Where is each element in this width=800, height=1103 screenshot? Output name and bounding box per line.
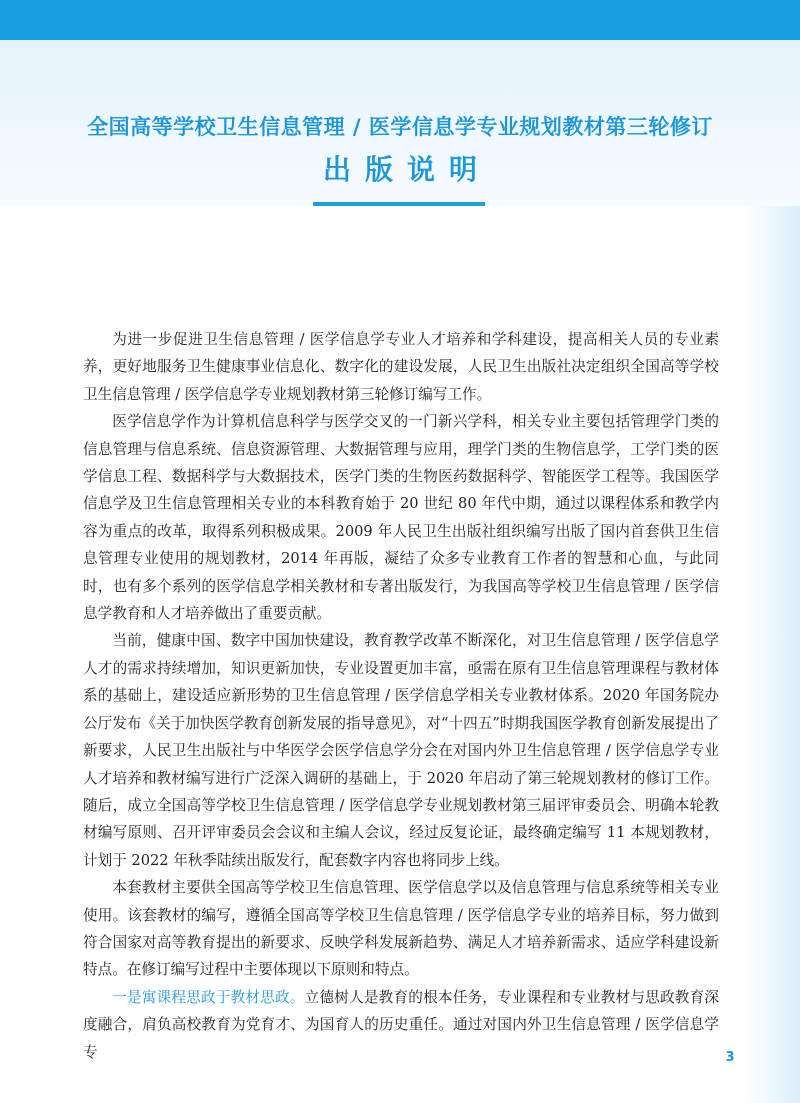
principle-text: 立德树人是教育的根本任务，专业课程和专业教材与思政教育深度融合，肩负高校教育为党育才、为国育人的历史重任。通过对国内外卫生信息管理 / 医学信息学专 — [83, 988, 719, 1061]
page-number: 3 — [725, 1050, 735, 1065]
paragraph-2: 医学信息学作为计算机信息科学与医学交叉的一门新兴学科，相关专业主要包括管理学门类的信息管理与信息系统、信息资源管理、大数据管理与应用，理学门类的生物信息学，工学门类的医学信息工程、数据科学与大数据技术，医学门类的生物医药数据科学、智能医学工程等。我国医学信息学及卫生信息管理相关专业的本科教育始于 20 世纪 80 年代中期，通过以课程体系和教学内容为重点的改革，取得系列积极成果。2009 年人民卫生出版社组织编写出版了国内首套供卫生信息管理专业使用的规划教材，2014 年再版，凝结了众多专业教育工作者的智慧和心血，与此同时，也有多个系列的医学信息学相关教材和专著出版发行，为我国高等学校卫生信息管理 / 医学信息学教育和人才培养做出了重要贡献。 — [83, 413, 719, 623]
title-underline — [313, 202, 485, 206]
paragraph-3: 当前，健康中国、数字中国加快建设，教育教学改革不断深化，对卫生信息管理 / 医学信息学人才的需求持续增加，知识更新加快，专业设置更加丰富，亟需在原有卫生信息管理课程与教材体系的基础上，建设适应新形势的卫生信息管理 / 医学信息学相关专业教材体系。2020 年国务院办公厅发布《关于加快医学教育创新发展的指导意见》，对“十四五”时期我国医学教育创新发展提出了新要求，人民卫生出版社与中华医学会医学信息学分会在对国内外卫生信息管理 / 医学信息学专业人才培养和教材编写进行广泛深入调研的基础上，于 2020 年启动了第三轮规划教材的修订工作。随后，成立全国高等学校卫生信息管理 / 医学信息学专业规划教材第三届评审委员会、明确本轮教材编写原则、召开评审委员会会议和主编人会议，经过反复论证，最终确定编写 11 本规划教材，计划于 2022 年秋季陆续出版发行，配套数字内容也将同步上线。 — [83, 632, 719, 869]
top-color-bar — [0, 0, 800, 40]
principle-heading: 一是寓课程思政于教材思政。 — [112, 988, 305, 1006]
paragraph-5 — [83, 984, 719, 1066]
series-title: 全国高等学校卫生信息管理 / 医学信息学专业规划教材第三轮修订 — [87, 115, 713, 139]
body-text — [83, 326, 719, 1066]
paragraph-1: 为进一步促进卫生信息管理 / 医学信息学专业人才培养和学科建设，提高相关人员的专业素养，更好地服务卫生健康事业信息化、数字化的建设发展，人民卫生出版社决定组织全国高等学校卫生信息管理 / 医学信息学专业规划教材第三轮修订编写工作。 — [83, 331, 719, 403]
paragraph-4: 本套教材主要供全国高等学校卫生信息管理、医学信息学以及信息管理与信息系统等相关专业使用。该套教材的编写，遵循全国高等学校卫生信息管理 / 医学信息学专业的培养目标，努力做到符合国家对高等教育提出的新要求、反映学科发展新趋势、满足人才培养新需求、适应学科建设新特点。在修订编写过程中主要体现以下原则和特点。 — [83, 879, 719, 979]
page-title: 出版说明 — [322, 153, 491, 186]
right-edge-stripe — [742, 206, 800, 1103]
